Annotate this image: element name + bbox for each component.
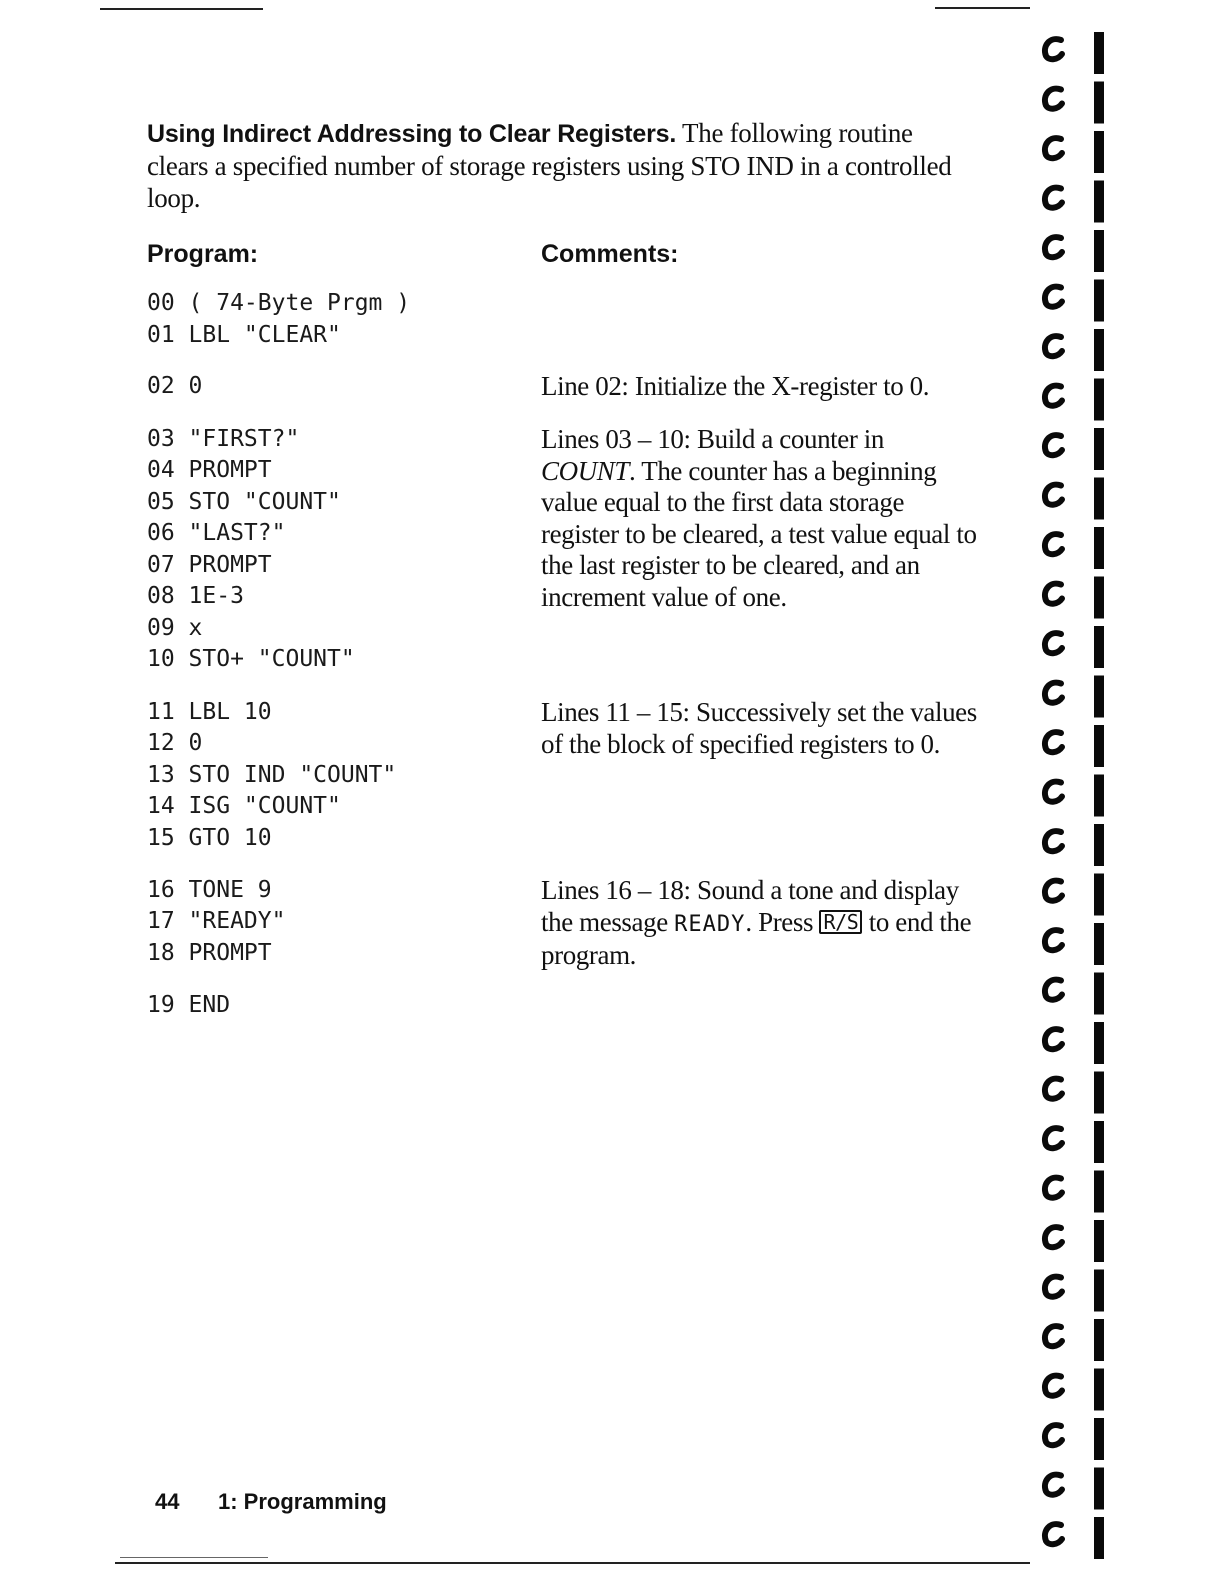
binding-ring-icon xyxy=(1045,881,1062,901)
binding-ring-icon xyxy=(1045,1475,1062,1495)
binding-bar xyxy=(1094,280,1104,322)
binding-bar xyxy=(1094,1319,1104,1361)
binding-ring-icon xyxy=(1045,485,1062,505)
comment-text: . The counter has a beginning value equal to the first data storage register to be cleared, a test value equal to the last register to be cleared, and an increment value of one. xyxy=(541,455,977,612)
binding-ring-icon xyxy=(1045,336,1062,356)
program-line: 02 0 xyxy=(147,373,203,399)
binding-ring-icon xyxy=(1045,1128,1062,1148)
program-line: 09 x xyxy=(147,615,203,641)
binding-bar xyxy=(1094,577,1104,619)
display-message: READY xyxy=(674,911,746,937)
binding-bar xyxy=(1094,676,1104,718)
comment-text: Lines 16 – 18: Sound a tone and display the message xyxy=(541,875,959,937)
binding-ring-icon xyxy=(1045,39,1062,59)
comments-header: Comments: xyxy=(541,240,679,268)
binding-ring-icon xyxy=(1045,1029,1062,1049)
program-line: 07 PROMPT xyxy=(147,552,272,578)
bottom-rule xyxy=(115,1562,1030,1564)
register-name: COUNT xyxy=(541,455,630,486)
binding-ring-icon xyxy=(1045,732,1062,752)
spiral-binding xyxy=(1030,0,1224,1584)
comment-line02: Line 02: Initialize the X-register to 0. xyxy=(541,371,930,401)
binding-ring-icon xyxy=(1045,386,1062,406)
binding-ring-icon xyxy=(1045,237,1062,257)
binding-ring-icon xyxy=(1045,633,1062,653)
binding-bar xyxy=(1094,1022,1104,1064)
binding-ring-icon xyxy=(1045,138,1062,158)
program-line: 17 "READY" xyxy=(147,908,286,934)
section-title: 1: Programming xyxy=(218,1489,387,1514)
binding-bar xyxy=(1094,1220,1104,1262)
intro-paragraph xyxy=(147,117,977,214)
binding-bar xyxy=(1094,230,1104,272)
top-rule-right xyxy=(935,7,1030,9)
binding-ring-icon xyxy=(1045,1425,1062,1445)
binding-bar xyxy=(1094,1517,1104,1559)
binding-ring-icon xyxy=(1045,1524,1062,1544)
binding-ring-icon xyxy=(1045,930,1062,950)
program-line: 06 "LAST?" xyxy=(147,520,286,546)
binding-bar xyxy=(1094,478,1104,520)
bottom-rule-short xyxy=(120,1557,268,1558)
binding-bar xyxy=(1094,1121,1104,1163)
program-line: 10 STO+ "COUNT" xyxy=(147,646,355,672)
binding-ring-icon xyxy=(1045,683,1062,703)
comment-text: Lines 03 – 10: Build a counter in xyxy=(541,424,884,454)
section-heading: Using Indirect Addressing to Clear Registers. xyxy=(147,120,677,148)
program-line: 01 LBL "CLEAR" xyxy=(147,322,341,348)
program-line: 13 STO IND "COUNT" xyxy=(147,762,397,788)
program-line: 18 PROMPT xyxy=(147,940,272,966)
binding-bar xyxy=(1094,1418,1104,1460)
binding-ring-icon xyxy=(1045,188,1062,208)
binding-bar xyxy=(1094,329,1104,371)
binding-bar xyxy=(1094,527,1104,569)
binding-bar xyxy=(1094,131,1104,173)
binding-bar xyxy=(1094,181,1104,223)
binding-ring-icon xyxy=(1045,1178,1062,1198)
comment-text: to end the program. xyxy=(541,906,972,970)
program-line: 04 PROMPT xyxy=(147,457,272,483)
binding-bar xyxy=(1094,973,1104,1015)
program-line: 03 "FIRST?" xyxy=(147,426,300,452)
program-line: 12 0 xyxy=(147,730,203,756)
binding-ring-icon xyxy=(1045,831,1062,851)
binding-bar xyxy=(1094,1468,1104,1510)
binding-ring-icon xyxy=(1045,980,1062,1000)
binding-bar xyxy=(1094,379,1104,421)
binding-ring-icon xyxy=(1045,1079,1062,1099)
binding-bar xyxy=(1094,1270,1104,1312)
binding-bar xyxy=(1094,428,1104,470)
binding-bar xyxy=(1094,1072,1104,1114)
comment-lines16-18 xyxy=(541,875,981,972)
binding-bar xyxy=(1094,626,1104,668)
comment-lines03-10 xyxy=(541,424,981,613)
binding-ring-icon xyxy=(1045,89,1062,109)
comment-text: . Press xyxy=(745,906,820,937)
binding-ring-icon xyxy=(1045,1277,1062,1297)
binding-bar xyxy=(1094,82,1104,124)
binding-ring-icon xyxy=(1045,1376,1062,1396)
binding-ring-icon xyxy=(1045,584,1062,604)
binding-bar xyxy=(1094,874,1104,916)
program-line: 15 GTO 10 xyxy=(147,825,272,851)
binding-bar xyxy=(1094,824,1104,866)
binding-ring-icon xyxy=(1045,782,1062,802)
binding-bar xyxy=(1094,1171,1104,1213)
binding-ring-icon xyxy=(1045,435,1062,455)
intro-text: The following routine clears a specified number of storage registers using STO IND in a controlled loop. xyxy=(147,118,952,213)
program-line: 05 STO "COUNT" xyxy=(147,489,341,515)
rs-key-icon: R/S xyxy=(819,910,862,934)
top-rule-left xyxy=(100,8,263,10)
binding-ring-icon xyxy=(1045,287,1062,307)
program-header: Program: xyxy=(147,240,259,268)
binding-ring-icon xyxy=(1045,1227,1062,1247)
program-line: 14 ISG "COUNT" xyxy=(147,793,341,819)
program-line: 08 1E-3 xyxy=(147,583,244,609)
binding-bar xyxy=(1094,775,1104,817)
program-line: 11 LBL 10 xyxy=(147,699,272,725)
page-number: 44 xyxy=(155,1489,180,1514)
program-line: 16 TONE 9 xyxy=(147,877,272,903)
binding-bar xyxy=(1094,725,1104,767)
binding-bar xyxy=(1094,923,1104,965)
binding-ring-icon xyxy=(1045,1326,1062,1346)
comment-lines11-15: Lines 11 – 15: Successively set the values of the block of specified registers to 0. xyxy=(541,697,977,759)
binding-bar xyxy=(1094,32,1104,74)
binding-ring-icon xyxy=(1045,534,1062,554)
binding-bar xyxy=(1094,1369,1104,1411)
program-line: 00 ( 74-Byte Prgm ) xyxy=(147,290,411,316)
program-line: 19 END xyxy=(147,992,231,1018)
